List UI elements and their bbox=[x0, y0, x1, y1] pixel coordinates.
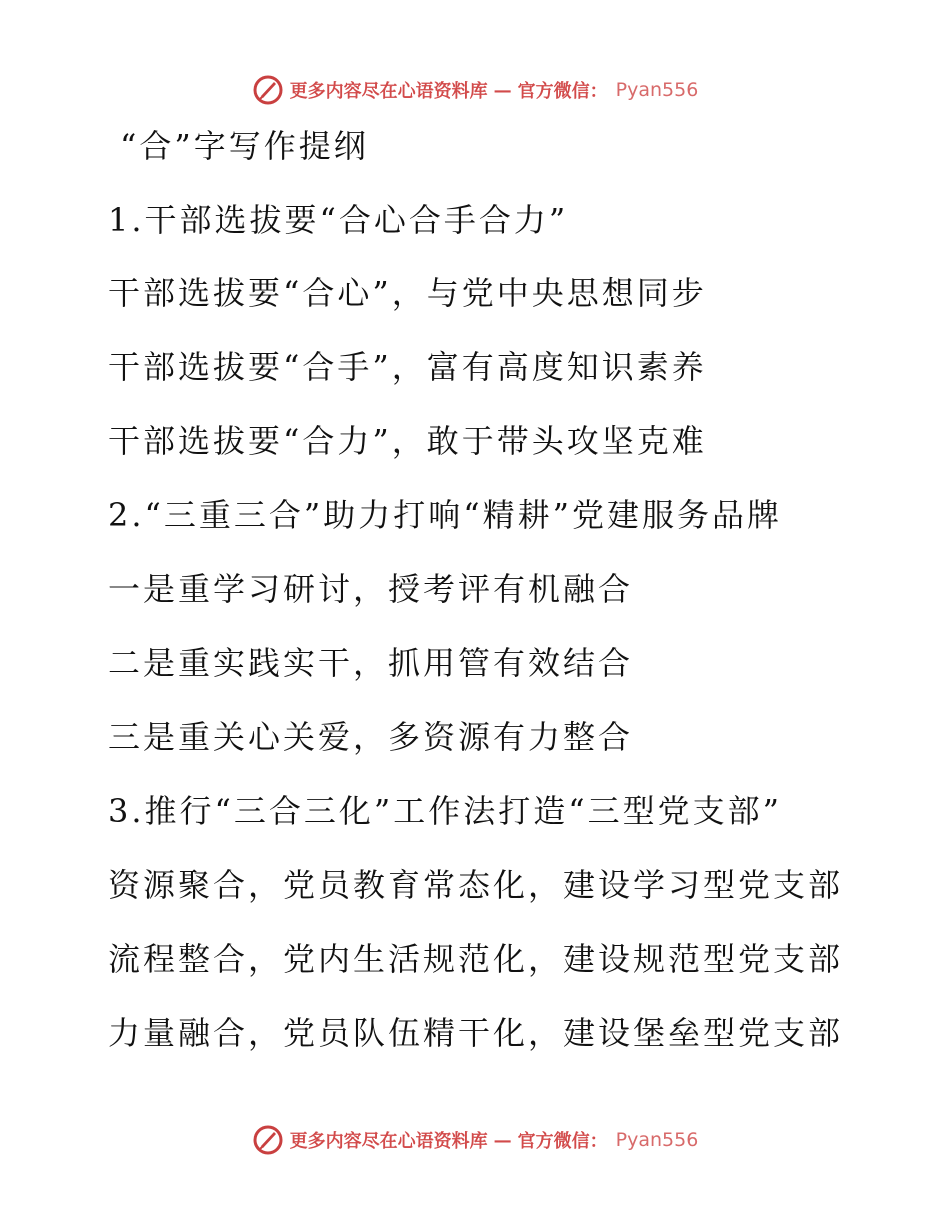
watermark-site-text: 更多内容尽在心语资料库 bbox=[289, 1131, 488, 1152]
outline-line: 二是重实践实干，抓用管有效结合 bbox=[108, 644, 634, 682]
outline-line: 干部选拔要“合力”，敢于带头攻坚克难 bbox=[108, 422, 707, 460]
outline-line: 一是重学习研讨，授考评有机融合 bbox=[108, 570, 634, 608]
document-title: “合”字写作提纲 bbox=[120, 127, 369, 165]
outline-heading-1: 1.干部选拔要“合心合手合力” bbox=[108, 201, 569, 239]
watermark-wechat-label: 官方微信： bbox=[517, 81, 608, 102]
outline-heading-2: 2.“三重三合”助力打响“精耕”党建服务品牌 bbox=[108, 496, 782, 534]
outline-heading-3: 3.推行“三合三化”工作法打造“三型党支部” bbox=[108, 792, 782, 830]
outline-line: 干部选拔要“合手”，富有高度知识素养 bbox=[108, 348, 707, 386]
outline-line: 流程整合，党内生活规范化，建设规范型党支部 bbox=[108, 940, 844, 978]
footer-watermark bbox=[0, 1120, 950, 1160]
watermark-separator: — bbox=[493, 79, 512, 101]
header-watermark bbox=[0, 70, 950, 110]
watermark-separator: — bbox=[493, 1129, 512, 1151]
outline-line: 力量融合，党员队伍精干化，建设堡垒型党支部 bbox=[108, 1014, 844, 1052]
quill-seal-logo-icon bbox=[252, 1124, 284, 1156]
watermark-wechat-label: 官方微信： bbox=[517, 1131, 608, 1152]
outline-line: 资源聚合，党员教育常态化，建设学习型党支部 bbox=[108, 866, 844, 904]
outline-line: 干部选拔要“合心”，与党中央思想同步 bbox=[108, 274, 707, 312]
watermark-wechat-id: Pyan556 bbox=[615, 79, 699, 101]
watermark-site-text: 更多内容尽在心语资料库 bbox=[289, 81, 488, 102]
quill-seal-logo-icon bbox=[252, 74, 284, 106]
watermark-wechat-id: Pyan556 bbox=[615, 1129, 699, 1151]
outline-line: 三是重关心关爱，多资源有力整合 bbox=[108, 718, 634, 756]
